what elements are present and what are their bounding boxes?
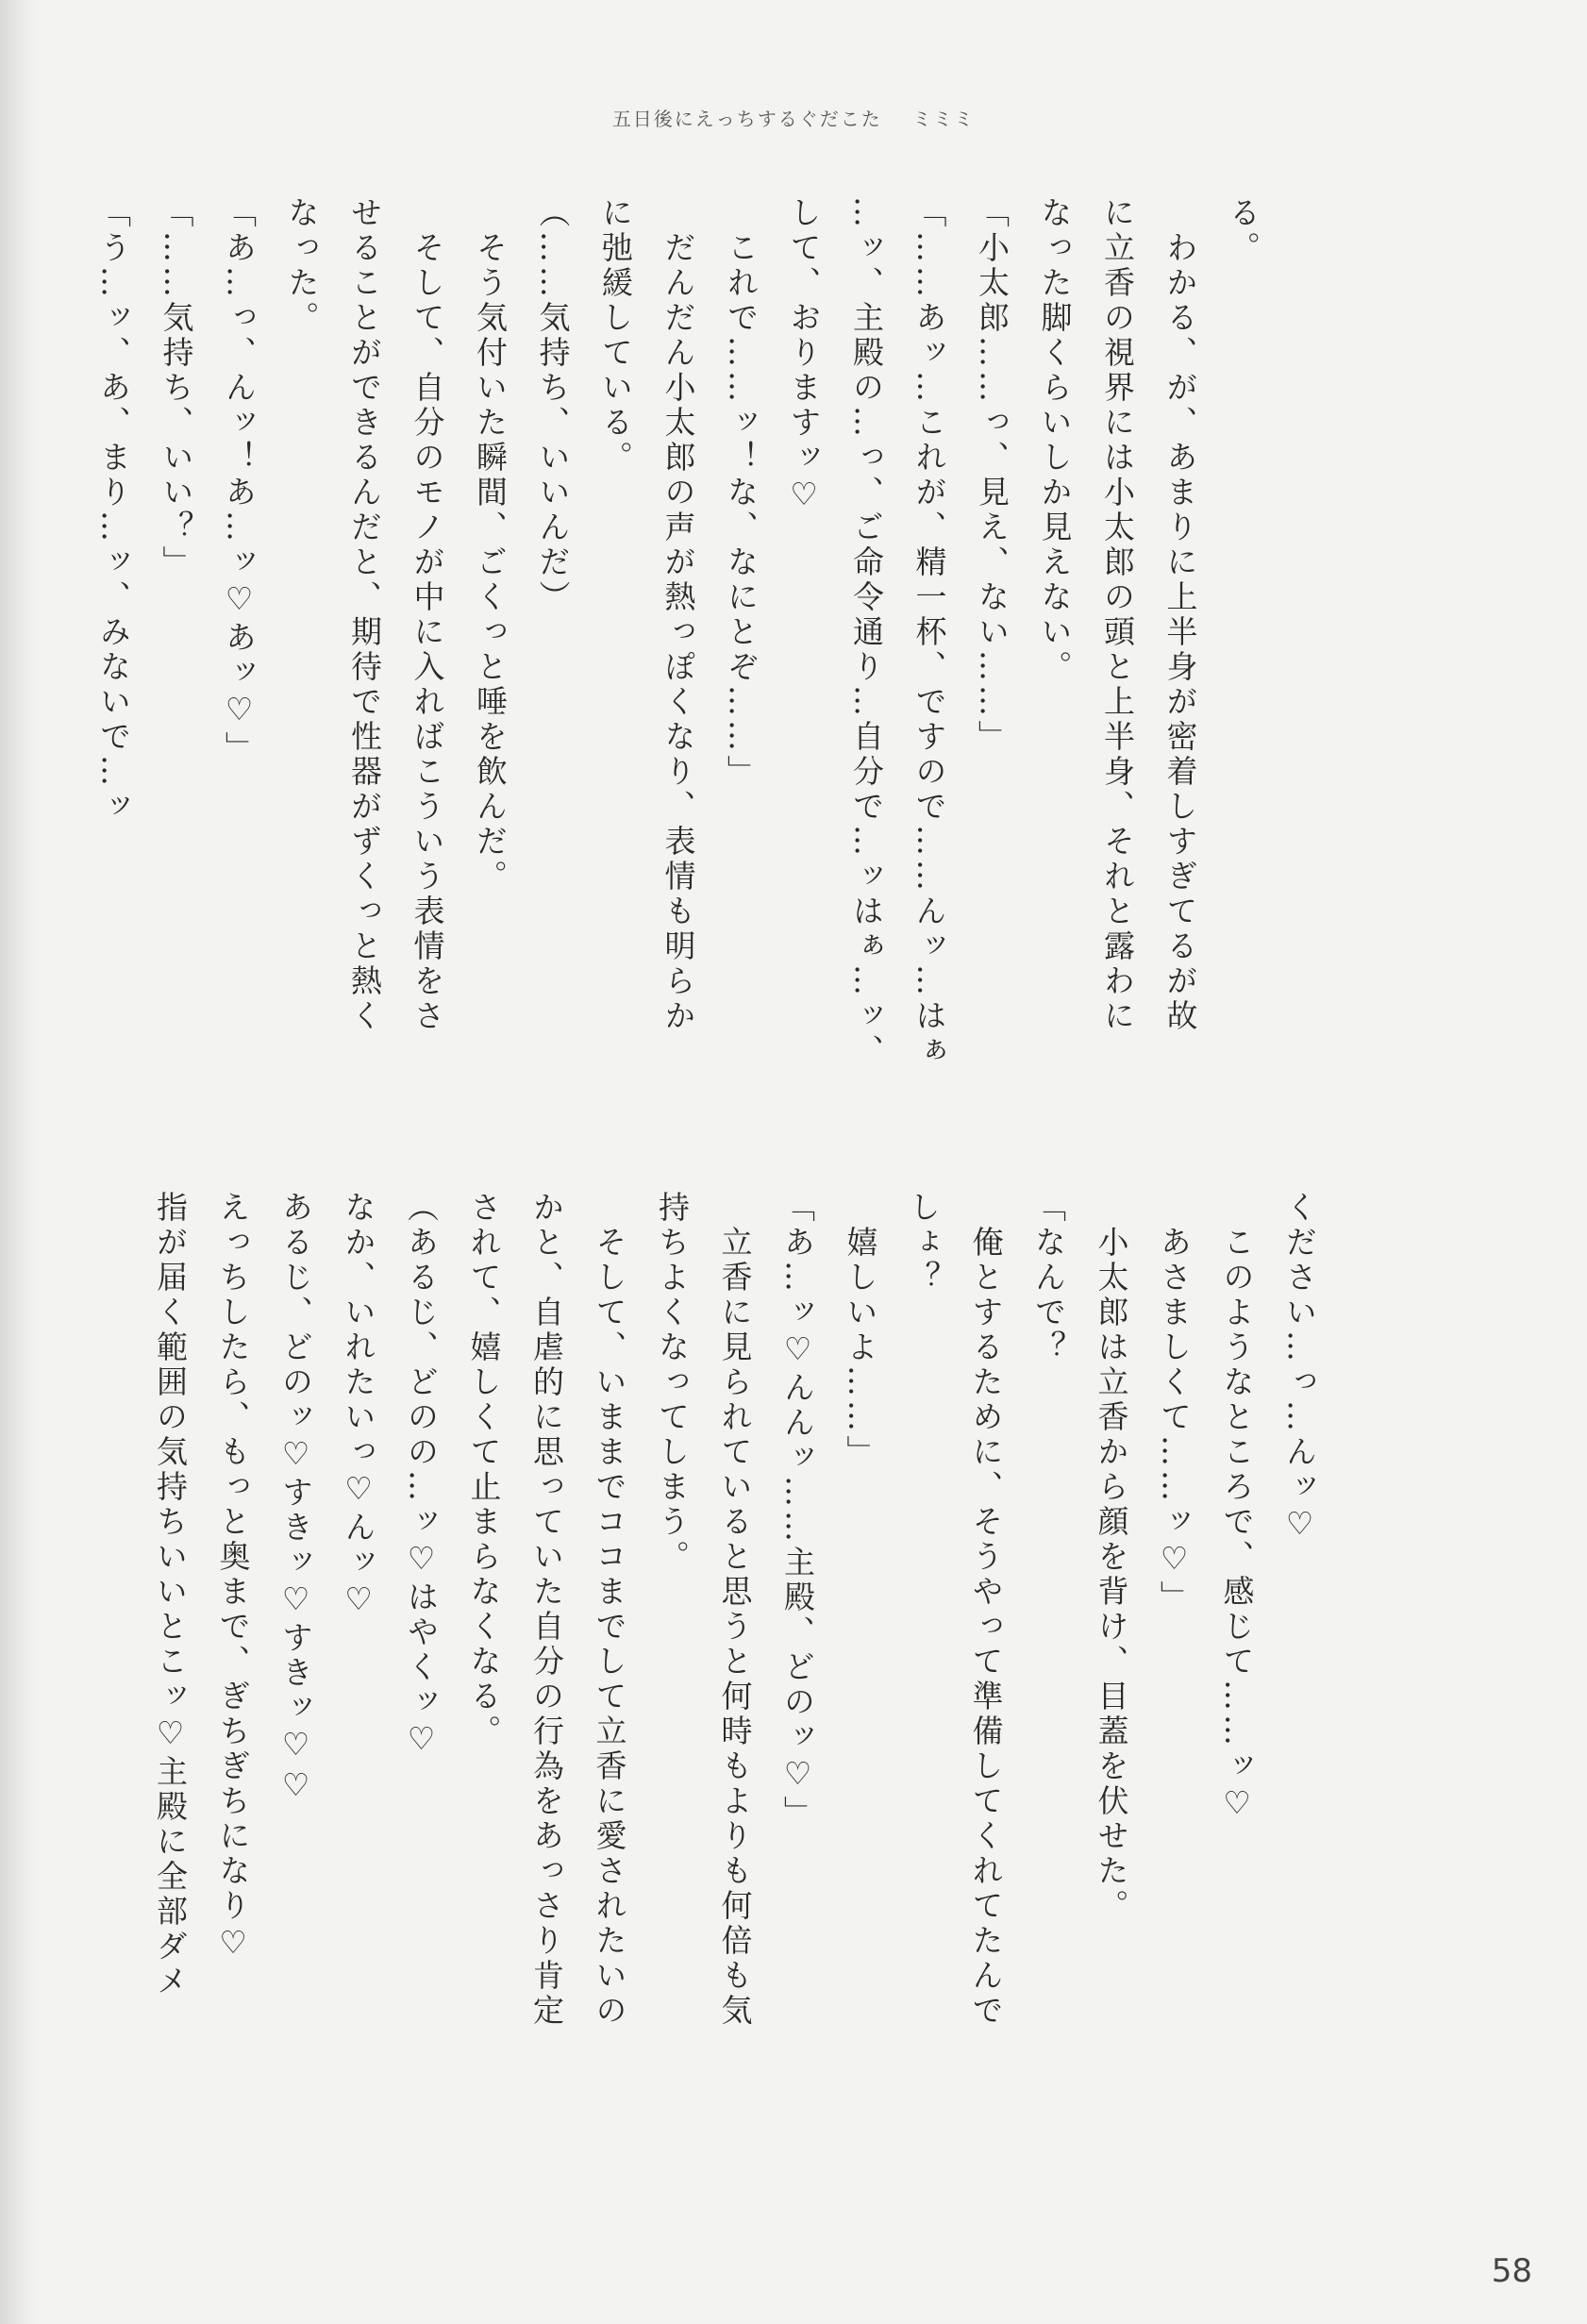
text-block-lower — [151, 1191, 1330, 2097]
text-line: 「……気持ち、いい？」 — [158, 196, 195, 580]
text-line: る。 — [1225, 196, 1261, 266]
text-line: このようなところで、感じて……ッ♡ — [1218, 1191, 1256, 1825]
page-number: 58 — [1491, 2252, 1532, 2290]
text-line: なか、いれたいっ♡んッ♡ — [340, 1191, 377, 1621]
text-line: 「あ…ッ♡んんッ……主殿、どのッ♡」 — [779, 1191, 816, 1831]
text-line: せることができるんだと、期待で性器がずくっと熱く — [346, 196, 383, 1034]
text-line: なった。 — [283, 196, 321, 336]
header-title: 五日後にえっちするぐだこた — [611, 108, 882, 130]
text-line: そして、自分のモノが中に入ればこういう表情をさ — [409, 196, 446, 1034]
text-line: 持ちよくなってしまう。 — [654, 1191, 691, 1575]
text-line: あさましくて……ッ♡」 — [1156, 1191, 1193, 1615]
text-line: これで……ッ！な、なにとぞ……」 — [723, 196, 760, 790]
text-line: 嬉しいよ……」 — [842, 1191, 879, 1470]
running-header — [0, 104, 1587, 131]
text-block-upper — [95, 196, 1274, 1083]
text-line: 「小太郎……っ、見え、ない……」 — [974, 196, 1011, 755]
text-line: に立香の視界には小太郎の頭と上半身、それと露わに — [1099, 196, 1136, 1034]
text-line: 俺とするために、そうやって準備してくれてたんで — [967, 1191, 1005, 2029]
text-line: かと、自虐的に思っていた自分の行為をあっさり肯定 — [528, 1191, 565, 2029]
text-line: 「……あッ…これが、精一杯、ですので……んッ…はぁ — [910, 196, 948, 1069]
text-line: されて、嬉しくて止まらなくなる。 — [465, 1191, 503, 1749]
text-line: （……気持ち、いいんだ） — [534, 196, 572, 615]
text-line: 「あ…っ、んッ！あ…ッ♡あッ♡」 — [221, 196, 258, 766]
text-line: そう気付いた瞬間、ごくっと唾を飲んだ。 — [472, 196, 509, 894]
page-gutter-shadow — [0, 0, 38, 2324]
text-line: わかる、が、あまりに上半身が密着しすぎてるが故 — [1161, 196, 1199, 1034]
text-line: に弛緩している。 — [597, 196, 634, 476]
text-line: 「なんで？ — [1030, 1191, 1067, 1365]
text-line: 「う…ッ、あ、まり…ッ、みないで…ッ — [95, 196, 132, 825]
text-line: なった脚くらいしか見えない。 — [1036, 196, 1074, 685]
text-line: 立香に見られていると思うと何時もよりも何倍も気 — [716, 1191, 754, 2029]
text-line: …ッ、主殿の…っ、ご命令通り…自分で…ッはぁ…ッ、 — [848, 196, 885, 1069]
text-line: 小太郎は立香から顔を背け、目蓋を伏せた。 — [1093, 1191, 1130, 1924]
text-line: （あるじ、どのの…ッ♡はやくッ♡ — [403, 1191, 440, 1761]
text-line: あるじ、どのッ♡すきッ♡すきッ♡♡ — [277, 1191, 314, 1807]
text-line: そして、いままでココまでして立香に愛されたいの — [591, 1191, 628, 2029]
text-line: だんだん小太郎の声が熱っぽくなり、表情も明らか — [660, 196, 697, 1034]
text-line: しょ？ — [905, 1191, 942, 1296]
text-line: ください…っ…んッ♡ — [1281, 1191, 1318, 1546]
header-author: ミミミ — [912, 108, 976, 130]
text-line: えっちしたら、もっと奥まで、ぎちぎちになり♡ — [214, 1191, 252, 1965]
text-line: 指が届く範囲の気持ちいいとこッ♡主殿に全部ダメ — [152, 1191, 189, 1999]
text-line: して、おりますッ♡ — [785, 196, 823, 516]
